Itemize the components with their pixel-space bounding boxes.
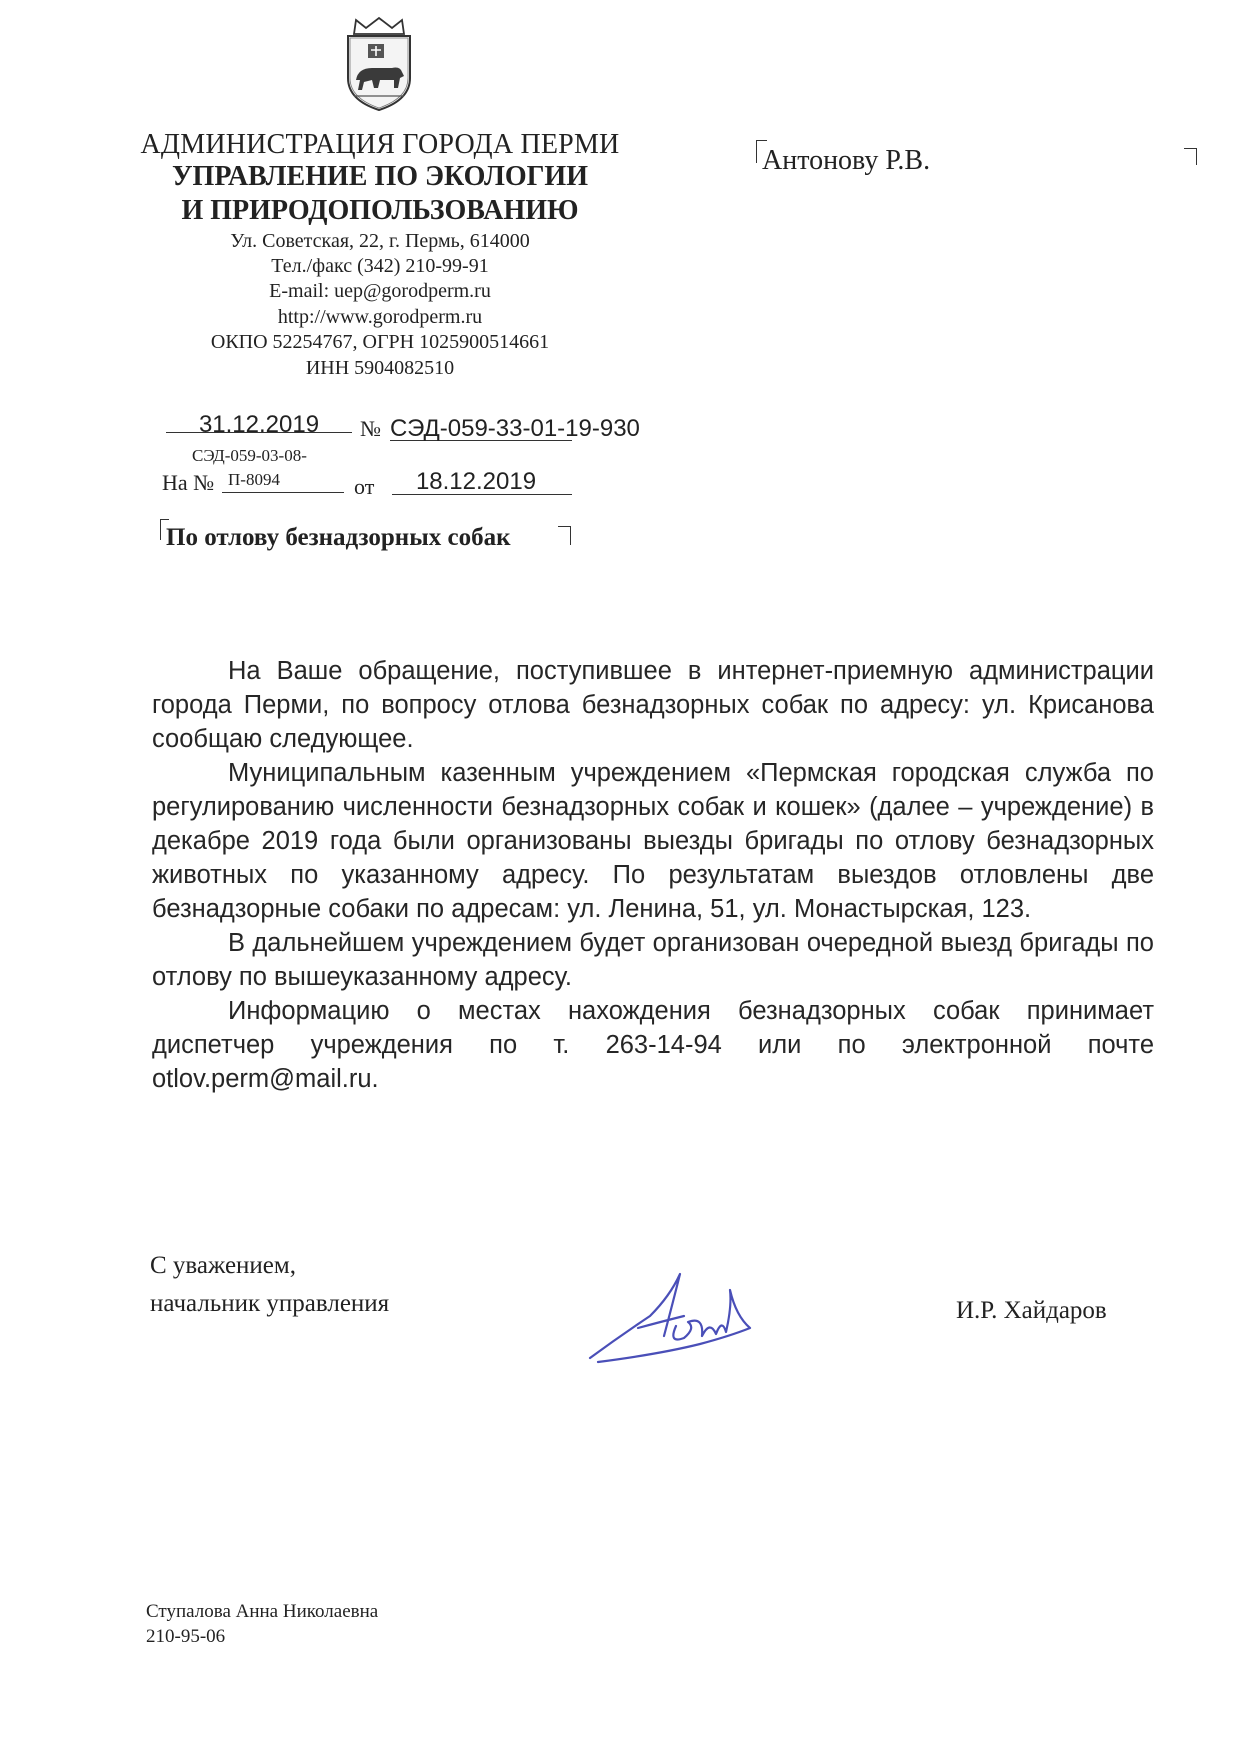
executor-phone: 210-95-06	[146, 1626, 226, 1647]
contact-address: Ул. Советская, 22, г. Пермь, 614000	[230, 230, 530, 252]
contact-inn: ИНН 5904082510	[305, 357, 455, 379]
closing-greeting: С уважением,	[150, 1252, 296, 1279]
contact-phone: Тел./факс (342) 210-99-91	[271, 255, 489, 277]
department-name-line1: УПРАВЛЕНИЕ ПО ЭКОЛОГИИ	[171, 161, 588, 192]
letter-body	[152, 654, 1154, 1096]
signer-position: начальник управления	[150, 1290, 390, 1317]
contact-email: E-mail: uep@gorodperm.ru	[269, 280, 491, 302]
ref-number-underline	[222, 492, 344, 493]
signer-name: И.Р. Хайдаров	[956, 1297, 1107, 1324]
contact-okpo-ogrn: ОКПО 52254767, ОГРН 1025900514661	[210, 331, 550, 353]
contact-website: http://www.gorodperm.ru	[277, 306, 483, 328]
executor-name: Ступалова Анна Николаевна	[146, 1601, 379, 1622]
letter-subject: По отлову безнадзорных собак	[166, 524, 511, 551]
reference-from-label: от	[354, 474, 375, 499]
registration-date: 31.12.2019	[198, 411, 320, 438]
addressee-corner-mark-right	[1184, 148, 1197, 165]
reference-label: На №	[162, 470, 215, 495]
body-paragraph-4: Информацию о местах нахождения безнадзорных собак принимает диспетчер учреждения по т. 263-14-94 или по электронной почте otlov.perm@mail.ru.	[152, 997, 1154, 1093]
subject-corner-mark-right	[558, 526, 571, 545]
closing-block	[150, 1247, 389, 1323]
reference-number-prefix: СЭД-059-03-08-	[192, 446, 307, 465]
perm-coat-of-arms-icon	[336, 16, 422, 112]
body-paragraph-2: Муниципальным казенным учреждением «Пермская городская служба по регулированию численности безнадзорных собак и кошек» (далее – учреждение) в декабре 2019 года были организованы выезды бригады по отлову безнадзорных животных по указанному адресу. По результатам выездов отловлены две безнадзорные собаки по адресам: ул. Ленина, 51, ул. Монастырская, 123.	[152, 759, 1154, 923]
department-name-line2: И ПРИРОДОПОЛЬЗОВАНИЮ	[181, 195, 579, 226]
number-sign: №	[360, 416, 381, 441]
reference-date: 18.12.2019	[415, 468, 537, 495]
reference-number: П-8094	[228, 470, 280, 489]
registration-number: СЭД-059-33-01-19-930	[390, 415, 640, 442]
organization-name: АДМИНИСТРАЦИЯ ГОРОДА ПЕРМИ	[140, 129, 620, 160]
handwritten-signature	[580, 1266, 780, 1366]
addressee: Антонову Р.В.	[762, 145, 931, 176]
body-paragraph-1: На Ваше обращение, поступившее в интернет-приемную администрации города Перми, по вопросу отлова безнадзорных собак по адресу: ул. Крисанова сообщаю следующее.	[152, 657, 1154, 753]
body-paragraph-3: В дальнейшем учреждением будет организован очередной выезд бригады по отлову по вышеуказанному адресу.	[152, 929, 1154, 991]
